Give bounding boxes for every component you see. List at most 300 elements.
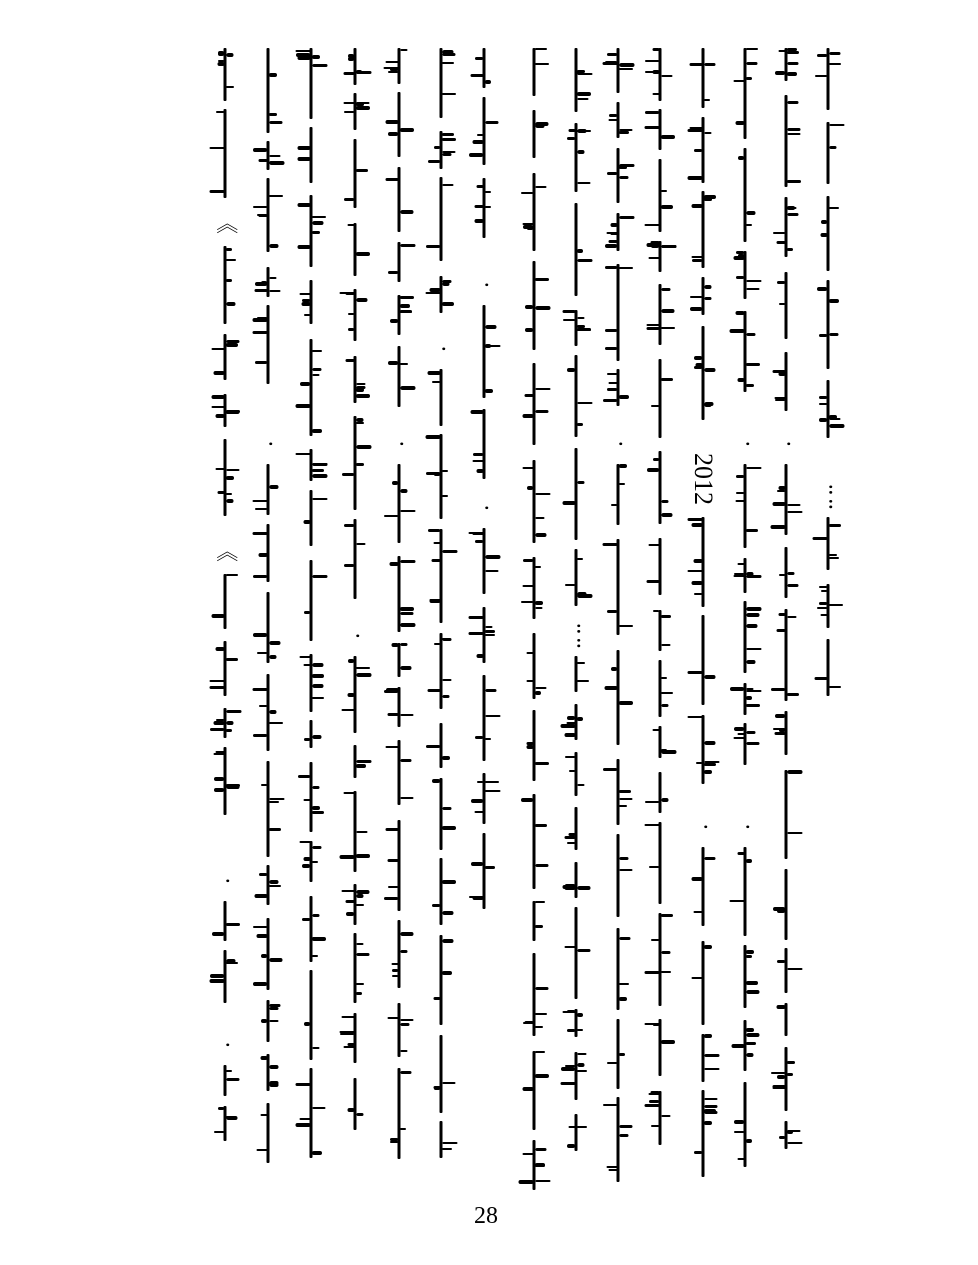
word-stem: [440, 434, 443, 519]
letter-stroke: [356, 983, 364, 985]
letter-stroke: [535, 987, 548, 990]
letter-stroke: [608, 240, 617, 243]
letter-stroke: [218, 1107, 224, 1110]
letter-stroke: [388, 132, 398, 136]
letter-stroke: [562, 501, 575, 505]
letter-stroke: [770, 525, 785, 529]
letter-stroke: [474, 219, 483, 223]
letter-stroke: [356, 831, 367, 833]
letter-stroke: [687, 518, 702, 521]
letter-stroke: [535, 63, 549, 65]
letter-stroke: [787, 770, 802, 774]
letter-stroke: [661, 190, 667, 192]
letter-stroke: [400, 363, 408, 365]
letter-stroke: [787, 128, 800, 131]
letter-stroke: [535, 1164, 545, 1167]
letter-stroke: [312, 575, 327, 578]
letter-stroke: [339, 855, 354, 859]
letter-stroke: [821, 590, 827, 592]
letter-stroke: [691, 581, 702, 585]
letter-stroke: [400, 1019, 413, 1021]
letter-stroke: [356, 667, 370, 669]
letter-stroke: [829, 63, 841, 65]
letter-stroke: [738, 156, 744, 160]
word-stem: [827, 280, 830, 369]
letter-stroke: [304, 1022, 310, 1026]
word-stem: [483, 409, 486, 479]
letter-stroke: [226, 710, 241, 713]
letter-stroke: [645, 111, 659, 114]
letter-stroke: [777, 490, 785, 492]
letter-stroke: [746, 1033, 759, 1037]
letter-stroke: [260, 1056, 267, 1060]
letter-stroke: [312, 498, 327, 500]
letter-stroke: [736, 475, 744, 478]
letter-stroke: [485, 570, 498, 572]
letter-stroke: [523, 559, 533, 562]
letter-stroke: [302, 918, 310, 921]
letter-stroke: [577, 886, 590, 890]
letter-stroke: [577, 402, 592, 404]
letter-stroke: [577, 784, 584, 786]
letter-stroke: [661, 644, 670, 646]
letter-stroke: [746, 950, 754, 954]
letter-stroke: [392, 975, 398, 977]
letter-stroke: [218, 60, 224, 62]
letter-stroke: [215, 751, 224, 753]
letter-stroke: [211, 406, 224, 408]
letter-stroke: [442, 1148, 452, 1150]
letter-stroke: [652, 70, 659, 74]
letter-stroke: [787, 504, 800, 506]
letter-stroke: [605, 61, 617, 64]
letter-stroke: [733, 80, 744, 82]
letter-stroke: [269, 155, 280, 157]
letter-stroke: [577, 129, 586, 133]
letter-stroke: [356, 252, 370, 256]
letter-stroke: [255, 508, 267, 510]
letter-stroke: [746, 690, 761, 692]
letter-stroke: [649, 1100, 659, 1103]
letter-stroke: [644, 971, 659, 974]
letter-stroke: [704, 857, 715, 860]
letter-stroke: [568, 1126, 575, 1128]
letter-stroke: [691, 256, 702, 258]
letter-stroke: [400, 1050, 407, 1052]
letter-stroke: [817, 607, 827, 609]
letter-stroke: [214, 1131, 224, 1133]
letter-stroke: [343, 102, 354, 104]
letter-stroke: [812, 537, 827, 540]
letter-stroke: [226, 259, 236, 261]
letter-stroke: [400, 797, 413, 799]
letter-stroke: [400, 643, 407, 646]
letter-stroke: [356, 1113, 363, 1116]
letter-stroke: [252, 500, 267, 502]
letter-stroke: [562, 1011, 575, 1013]
text-column: [379, 48, 419, 1195]
letter-stroke: [209, 190, 224, 193]
word-stem: [533, 48, 536, 96]
word-stem: [267, 761, 270, 857]
letter-stroke: [619, 869, 632, 871]
letter-stroke: [312, 811, 324, 814]
letter-stroke: [577, 317, 584, 319]
letter-stroke: [704, 770, 712, 774]
letter-stroke: [269, 801, 279, 803]
letter-stroke: [787, 101, 798, 104]
text-column: [766, 48, 806, 1195]
letter-stroke: [729, 329, 744, 333]
letter-stroke: [577, 558, 583, 560]
word-stem: [354, 223, 357, 276]
letter-stroke: [690, 307, 702, 311]
word-stem: [659, 1019, 662, 1076]
letter-stroke: [356, 943, 363, 945]
letter-stroke: [704, 63, 715, 66]
word-stem: [659, 913, 662, 1006]
letter-stroke: [343, 1046, 354, 1048]
letter-stroke: [297, 146, 310, 150]
word-stem: [744, 148, 747, 242]
word-stem: [354, 1078, 357, 1130]
letter-stroke: [787, 51, 799, 54]
letter-stroke: [773, 907, 785, 911]
letter-stroke: [691, 877, 702, 881]
letter-stroke: [346, 912, 354, 916]
letter-stroke: [535, 601, 543, 605]
word-stem: [785, 1003, 788, 1036]
word-stem: [659, 1091, 662, 1145]
letter-stroke: [470, 410, 483, 414]
word-stem: [575, 752, 578, 796]
letter-stroke: [819, 586, 827, 588]
letter-stroke: [653, 458, 659, 461]
letter-stroke: [385, 828, 398, 831]
text-column: [464, 48, 504, 940]
letter-stroke: [356, 383, 365, 385]
letter-stroke: [649, 866, 659, 868]
letter-stroke: [253, 734, 267, 737]
letter-stroke: [312, 697, 324, 699]
letter-stroke: [344, 111, 354, 113]
letter-stroke: [475, 540, 483, 543]
letter-stroke: [564, 836, 575, 839]
letter-stroke: [746, 742, 759, 745]
letter-stroke: [619, 166, 627, 169]
letter-stroke: [778, 613, 785, 616]
letter-stroke: [787, 1061, 795, 1064]
letter-stroke: [387, 859, 398, 862]
letter-stroke: [535, 410, 548, 413]
letter-stroke: [775, 714, 785, 718]
letter-stroke: [400, 623, 411, 627]
letter-stroke: [312, 216, 326, 218]
letter-stroke: [694, 149, 702, 152]
letter-stroke: [535, 901, 545, 903]
letter-stroke: [704, 1121, 712, 1125]
punctuation-mark: ᠂: [606, 436, 631, 446]
letter-stroke: [474, 811, 483, 813]
letter-stroke: [691, 204, 702, 208]
letter-stroke: [704, 945, 712, 949]
letter-stroke: [776, 629, 785, 632]
letter-stroke: [817, 287, 827, 291]
word-stem: [440, 1121, 443, 1158]
word-stem: [575, 807, 578, 850]
letter-stroke: [522, 585, 533, 587]
letter-stroke: [776, 241, 785, 244]
letter-stroke: [442, 153, 451, 156]
letter-stroke: [226, 1070, 232, 1072]
letter-stroke: [400, 932, 413, 936]
letter-stroke: [257, 652, 267, 654]
letter-stroke: [661, 914, 673, 917]
word-stem: [440, 48, 443, 118]
letter-stroke: [773, 232, 785, 234]
letter-stroke: [787, 72, 797, 76]
letter-stroke: [535, 124, 544, 128]
letter-stroke: [704, 1109, 716, 1113]
letter-stroke: [787, 616, 796, 618]
word-stem: [440, 935, 443, 1025]
letter-stroke: [475, 57, 483, 60]
letter-stroke: [646, 324, 659, 326]
word-stem: [533, 110, 536, 158]
letter-stroke: [297, 56, 310, 60]
word-stem: [702, 615, 705, 705]
word-stem: [659, 822, 662, 904]
letter-stroke: [661, 951, 670, 954]
word-stem: [533, 710, 536, 781]
letter-stroke: [339, 292, 354, 294]
letter-stroke: [647, 468, 659, 472]
letter-stroke: [787, 572, 794, 575]
letter-stroke: [518, 1180, 533, 1184]
letter-stroke: [787, 1073, 793, 1076]
letter-stroke: [269, 1065, 278, 1069]
letter-stroke: [737, 378, 744, 382]
letter-stroke: [535, 1074, 549, 1078]
letter-stroke: [693, 559, 702, 563]
letter-stroke: [619, 176, 628, 179]
word-stem: [224, 109, 227, 198]
letter-stroke: [226, 279, 232, 282]
letter-stroke: [258, 634, 267, 636]
letter-stroke: [605, 266, 617, 269]
letter-stroke: [704, 761, 719, 763]
letter-stroke: [476, 185, 483, 188]
letter-stroke: [485, 781, 499, 783]
letter-stroke: [388, 886, 398, 888]
letter-stroke: [619, 483, 625, 485]
letter-stroke: [611, 667, 617, 671]
letter-stroke: [694, 366, 702, 369]
letter-stroke: [312, 463, 327, 466]
letter-stroke: [564, 946, 575, 948]
letter-stroke: [400, 666, 411, 670]
letter-stroke: [442, 184, 453, 186]
letter-stroke: [746, 529, 758, 532]
word-stem: [398, 167, 401, 232]
letter-stroke: [779, 574, 785, 576]
letter-stroke: [312, 221, 323, 225]
letter-stroke: [535, 517, 544, 519]
letter-stroke: [226, 476, 234, 480]
letter-stroke: [819, 403, 827, 405]
letter-stroke: [646, 243, 659, 247]
letter-stroke: [226, 469, 239, 471]
letter-stroke: [524, 394, 533, 397]
letter-stroke: [746, 467, 761, 469]
letter-stroke: [535, 1180, 550, 1182]
word-stem: [744, 1082, 747, 1167]
letter-stroke: [389, 562, 398, 566]
letter-stroke: [535, 687, 546, 689]
word-stem: [785, 948, 788, 993]
letter-stroke: [746, 280, 761, 282]
letter-stroke: [226, 962, 238, 964]
letter-stroke: [735, 121, 744, 125]
letter-stroke: [619, 216, 634, 219]
word-stem: [224, 246, 227, 324]
letter-stroke: [690, 296, 702, 298]
punctuation-mark: ᠂: [343, 628, 368, 638]
letter-stroke: [254, 289, 267, 292]
letter-stroke: [485, 325, 496, 329]
letter-stroke: [385, 120, 398, 124]
letter-stroke: [661, 513, 672, 517]
letter-stroke: [442, 1142, 457, 1144]
letter-stroke: [775, 399, 785, 401]
letter-stroke: [819, 396, 827, 399]
word-stem: [440, 1035, 443, 1113]
letter-stroke: [253, 206, 267, 208]
letter-stroke: [787, 511, 802, 513]
letter-stroke: [384, 515, 398, 517]
letter-stroke: [269, 710, 276, 714]
word-stem: [575, 862, 578, 898]
letter-stroke: [661, 135, 675, 139]
letter-stroke: [312, 474, 327, 478]
word-stem: [785, 609, 788, 701]
text-column: [808, 48, 848, 700]
text-column: [205, 48, 245, 1195]
letter-stroke: [312, 806, 320, 810]
letter-stroke: [561, 1067, 575, 1071]
letter-stroke: [704, 763, 716, 766]
letter-stroke: [746, 688, 753, 690]
letter-stroke: [569, 770, 575, 772]
letter-stroke: [577, 1063, 584, 1067]
letter-stroke: [269, 73, 277, 77]
letter-stroke: [312, 374, 319, 376]
word-stem: [310, 896, 313, 962]
letter-stroke: [787, 968, 802, 970]
letter-stroke: [521, 192, 533, 194]
letter-stroke: [356, 904, 364, 906]
letter-stroke: [217, 491, 224, 494]
letter-stroke: [526, 745, 533, 749]
letter-stroke: [269, 1081, 278, 1085]
word-stem: [354, 139, 357, 208]
letter-stroke: [619, 1053, 625, 1056]
letter-stroke: [226, 248, 232, 251]
letter-stroke: [661, 971, 671, 973]
word-stem: [702, 1090, 705, 1177]
letter-stroke: [432, 904, 440, 907]
letter-stroke: [356, 854, 370, 858]
letter-stroke: [356, 894, 363, 898]
letter-stroke: [295, 1083, 310, 1086]
word-stem: [354, 1013, 357, 1063]
letter-stroke: [442, 133, 454, 136]
letter-stroke: [577, 329, 591, 331]
letter-stroke: [535, 278, 549, 281]
letter-stroke: [771, 688, 785, 691]
word-stem: [533, 794, 536, 889]
letter-stroke: [217, 62, 224, 66]
letter-stroke: [312, 429, 322, 433]
punctuation-mark: ᠂: [691, 819, 716, 829]
letter-stroke: [746, 607, 761, 611]
letter-stroke: [646, 327, 659, 330]
letter-stroke: [442, 495, 448, 497]
letter-stroke: [215, 647, 224, 651]
letter-stroke: [442, 638, 450, 640]
letter-stroke: [746, 48, 758, 50]
word-stem: [785, 464, 788, 535]
word-stem: [533, 633, 536, 699]
letter-stroke: [442, 826, 456, 830]
letter-stroke: [295, 453, 310, 455]
letter-stroke: [696, 762, 702, 764]
letter-stroke: [611, 504, 617, 506]
letter-stroke: [356, 764, 366, 768]
letter-stroke: [356, 386, 365, 389]
letter-stroke: [471, 862, 483, 866]
letter-stroke: [522, 1153, 533, 1155]
letter-stroke: [661, 245, 676, 248]
letter-stroke: [312, 735, 321, 739]
letter-stroke: [602, 543, 617, 546]
letter-stroke: [619, 1125, 632, 1128]
letter-stroke: [746, 333, 755, 336]
letter-stroke: [829, 52, 840, 55]
letter-stroke: [301, 302, 310, 306]
letter-stroke: [577, 594, 592, 598]
letter-stroke: [312, 846, 321, 849]
letter-stroke: [269, 722, 283, 724]
punctuation-mark: ᠃᠃: [816, 479, 841, 509]
letter-stroke: [442, 280, 451, 283]
letter-stroke: [252, 331, 267, 334]
letter-stroke: [774, 397, 785, 399]
letter-stroke: [269, 1020, 278, 1022]
letter-stroke: [733, 575, 744, 577]
letter-stroke: [255, 361, 267, 364]
letter-stroke: [694, 593, 702, 595]
letter-stroke: [535, 388, 550, 390]
letter-stroke: [652, 93, 659, 95]
letter-stroke: [347, 693, 354, 697]
letter-stroke: [735, 311, 744, 315]
word-stem: [440, 778, 443, 850]
letter-stroke: [746, 1028, 754, 1032]
letter-stroke: [619, 997, 627, 1001]
letter-stroke: [577, 680, 589, 682]
letter-stroke: [644, 1023, 659, 1025]
